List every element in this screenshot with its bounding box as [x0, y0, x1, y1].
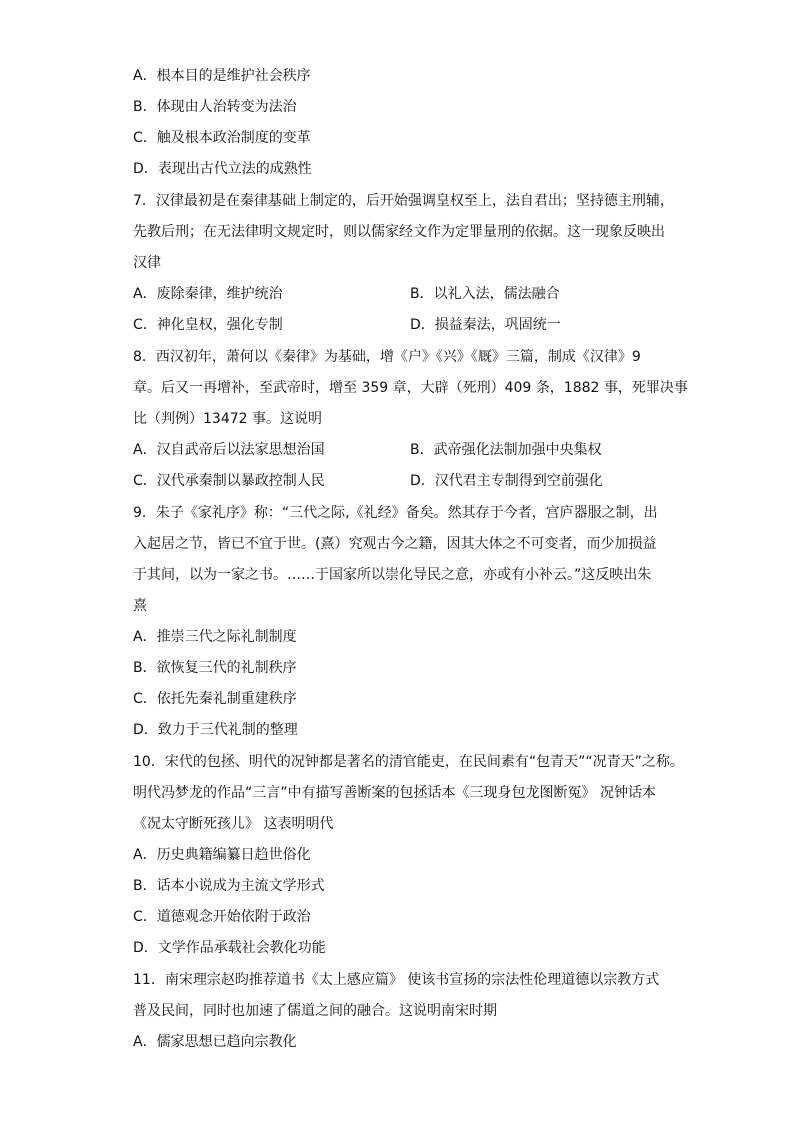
q8-stem-line-2: 章。后又一再增补，至武帝时，增至 359 章，大辟（死刑）409 条，1882 事，死罪决事: [133, 380, 688, 396]
q10-stem-line-3: 《况太守断死孩儿》 这表明明代: [133, 816, 334, 832]
q9-option-d: D．致力于三代礼制的整理: [133, 722, 298, 738]
q6-option-d: D．表现出古代立法的成熟性: [133, 161, 312, 177]
q7-stem-line-3: 汉律: [133, 255, 161, 271]
q9-stem-line-3: 于其间，以为一家之书。……于国家所以崇化导民之意，亦或有小补云。”这反映出朱: [133, 567, 652, 583]
q10-option-b: B．话本小说成为主流文学形式: [133, 878, 325, 894]
q8-option-a: A．汉自武帝后以法家思想治国: [133, 442, 325, 458]
q6-option-a: A．根本目的是维护社会秩序: [133, 68, 311, 84]
q8-option-b: B．武帝强化法制加强中央集权: [410, 442, 602, 458]
q11-stem-line-2: 普及民间，同时也加速了儒道之间的融合。这说明南宋时期: [133, 1003, 497, 1019]
q7-option-d: D．损益秦法，巩固统一: [410, 317, 561, 333]
q8-option-c: C．汉代承秦制以暴政控制人民: [133, 473, 325, 489]
q7-option-b: B．以礼入法，儒法融合: [410, 286, 560, 302]
q10-option-d: D．文学作品承载社会教化功能: [133, 940, 326, 956]
q6-option-b: B．体现由人治转变为法治: [133, 99, 297, 115]
q9-stem-line-2: 入起居之节，皆已不宜于世。(熹）究观古今之籍，因其大体之不可变者，而少加损益: [133, 536, 657, 552]
q9-stem-line-4: 熹: [133, 598, 147, 614]
q8-stem-line-1: 8．西汉初年，萧何以《秦律》为基础，增《户》《兴》《厩》三篇，制成《汉律》9: [133, 349, 641, 365]
q11-stem-line-1: 11．南宋理宗赵昀推荐道书《太上感应篇》 使该书宣扬的宗法性伦理道德以宗教方式: [133, 972, 660, 988]
q7-option-a: A．废除秦律，维护统治: [133, 286, 283, 302]
q10-option-c: C．道德观念开始依附于政治: [133, 909, 311, 925]
q8-option-d: D．汉代君主专制得到空前强化: [410, 473, 603, 489]
q11-option-a: A．儒家思想已趋向宗教化: [133, 1034, 297, 1050]
q7-stem-line-2: 先教后刑；在无法律明文规定时，则以儒家经文作为定罪量刑的依据。这一现象反映出: [133, 224, 665, 240]
q9-option-a: A．推崇三代之际礼制制度: [133, 629, 297, 645]
q9-stem-line-1: 9．朱子《家礼序》称：“三代之际,《礼经》备矣。然其存于今者，宫庐器服之制，出: [133, 505, 658, 521]
q9-option-b: B．欲恢复三代的礼制秩序: [133, 660, 297, 676]
q7-option-c: C．神化皇权，强化专制: [133, 317, 283, 333]
q10-option-a: A．历史典籍编纂日趋世俗化: [133, 847, 311, 863]
q9-option-c: C．依托先秦礼制重建秩序: [133, 691, 297, 707]
q7-stem-line-1: 7．汉律最初是在秦律基础上制定的，后开始强调皇权至上，法自君出；坚持德主刑辅，: [133, 193, 674, 209]
q8-stem-line-3: 比（判例）13472 事。这说明: [133, 411, 322, 427]
q10-stem-line-1: 10．宋代的包拯、明代的况钟都是著名的清官能吏，在民间素有“包青天”“况青天”之称。: [133, 754, 684, 770]
q6-option-c: C．触及根本政治制度的变革: [133, 130, 311, 146]
q10-stem-line-2: 明代冯梦龙的作品“三言”中有描写善断案的包拯话本《三现身包龙图断冤》 况钟话本: [133, 785, 656, 801]
